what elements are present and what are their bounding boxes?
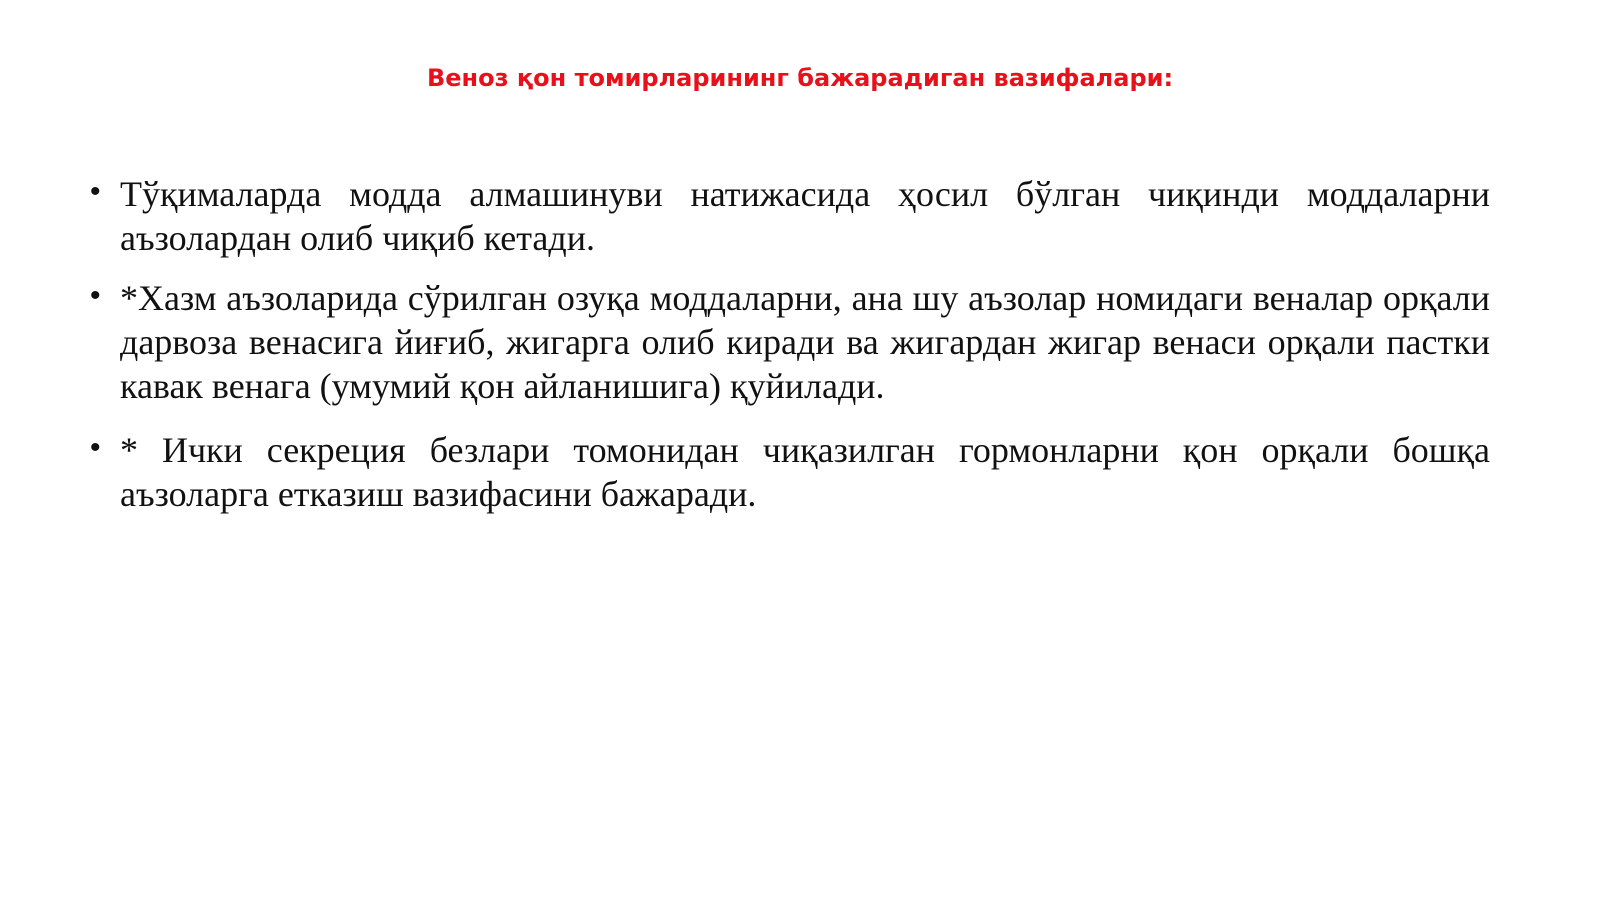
bullet-icon: • [90,431,101,464]
bullet-text: *Хазм аъзоларида сўрилган озуқа моддаларни, ана шу аъзолар номидаги веналар орқали дарвоза венасига йиғиб, жигарга олиб киради ва жигардан жигар венаси орқали пастки кавак венага (умумий қон айланишига) қуйилади. [120,278,1490,406]
bullet-item [90,172,1490,260]
bullet-item [90,428,1490,516]
slide-title: Веноз қон томирларининг бажарадиган вазифалари: [426,64,1174,92]
bullet-item [90,276,1490,408]
bullet-icon: • [90,175,101,208]
bullet-text: * Ички секреция безлари томонидан чиқазилган гормонларни қон орқали бошқа аъзоларга етказиш вазифасини бажаради. [120,430,1490,514]
bullet-list [90,172,1490,516]
bullet-text: Тўқималарда модда алмашинуви натижасида ҳосил бўлган чиқинди моддаларни аъзолардан олиб чиқиб кетади. [120,174,1490,258]
bullet-icon: • [90,279,101,312]
